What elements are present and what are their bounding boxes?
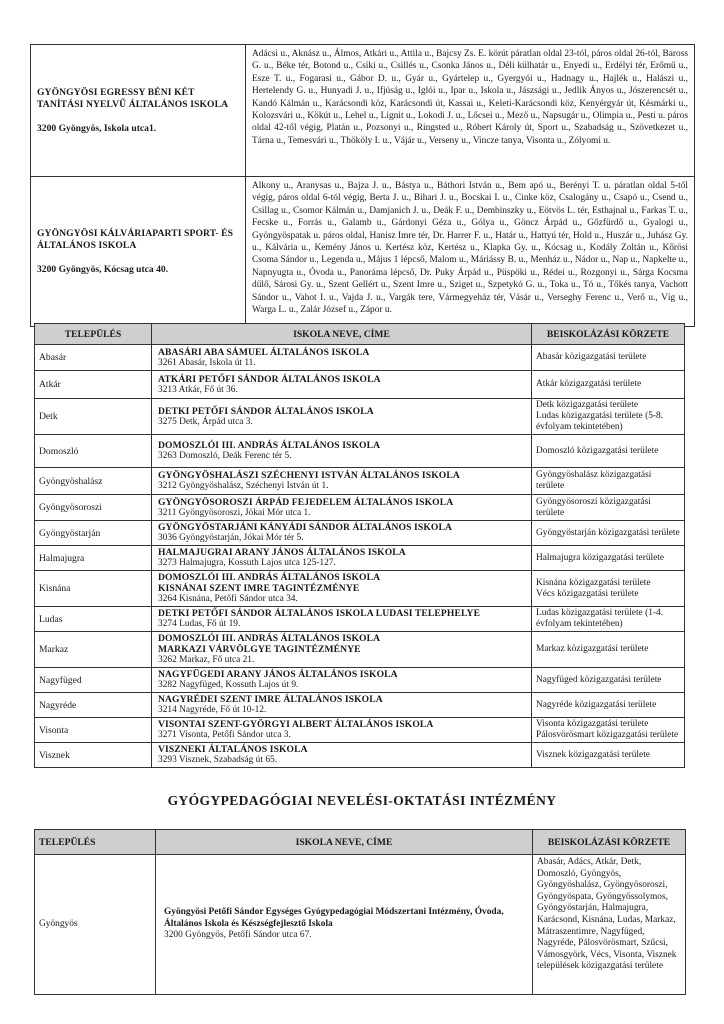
zone-line: Abasár közigazgatási területe <box>536 352 647 362</box>
settlement-cell: Ludas <box>35 607 152 632</box>
school-cell <box>152 693 532 718</box>
zone-cell <box>532 718 685 743</box>
zone-cell <box>532 571 685 607</box>
zone-cell <box>532 521 685 546</box>
school-address: 3212 Gyöngyöshalász, Széchenyi István út 1. <box>158 481 329 491</box>
school-cell <box>152 607 532 632</box>
zone-cell <box>532 668 685 693</box>
settlement-school-table <box>34 323 685 768</box>
table-row <box>35 718 685 743</box>
zone-line: Nagyfüged közigazgatási területe <box>536 674 662 685</box>
header-school: ISKOLA NEVE, CÍME <box>152 324 532 345</box>
header-zone: BEISKOLÁZÁSI KÖRZETE <box>533 830 686 855</box>
zone-line: Visznek közigazgatási területe <box>536 749 650 760</box>
school-name: NAGYRÉDEI SZENT IMRE ÁLTALÁNOS ISKOLA <box>158 694 383 705</box>
zone-line: Ludas közigazgatási területe (1-4. évfolyam tekintetében) <box>536 608 664 629</box>
school-name: ATKÁRI PETŐFI SÁNDOR ÁLTALÁNOS ISKOLA <box>158 373 381 385</box>
school-address: 3214 Nagyréde, Fő út 10-12. <box>158 705 267 715</box>
table-row <box>31 177 695 327</box>
school-address: 3275 Detk, Árpád utca 3. <box>158 416 253 427</box>
settlement-cell: Atkár <box>35 371 152 399</box>
settlement-cell: Abasár <box>35 345 152 371</box>
school-address: 3271 Visonta, Petőfi Sándor utca 3. <box>158 730 291 740</box>
zone-line: Domoszló közigazgatási területe <box>536 445 659 456</box>
school-address: 3211 Gyöngyösoroszi, Jókai Mór utca 1. <box>158 507 311 518</box>
table-row <box>35 468 685 495</box>
school-cell <box>152 435 532 468</box>
school-cell <box>152 371 532 399</box>
special-education-table <box>34 829 686 995</box>
school-name: GYÖNGYÖSTARJÁNI KÁNYÁDI SÁNDOR ÁLTALÁNOS ISKOLA <box>158 522 452 533</box>
zone-cell: Abasár, Adács, Atkár, Detk, Domoszló, Gyöngyös, Gyöngyöshalász, Gyöngyösoroszi, Gyöngyöspata, Gyöngyössolymos, Gyöngyöstarján, Halmajugra, Karácsond, Kisnána, Ludas, Markaz, Mátraszentimre, Nagyfüged, Nagyréde, Pálosvörösmart, Szűcsi, Vámosgyörk, Vécs, Visonta, Visznek települések közigazgatási területe <box>533 855 686 995</box>
table-row <box>35 607 685 632</box>
school-cell <box>152 718 532 743</box>
table-row <box>35 495 685 521</box>
school-cell <box>31 45 246 177</box>
zone-line: Vécs közigazgatási területe <box>536 588 639 599</box>
settlement-cell: Halmajugra <box>35 546 152 571</box>
streets-cell: Alkony u., Aranysas u., Bajza J. u., Bástya u., Báthori István u., Bem apó u., Berényi T. u. páratlan oldal 5-től végig, páros oldal 6-tól végig, Berta J. u., Bihari J. u., Bocskai I. u., Cinke köz, Csalogány u., Csapó u., Csend u., Csillag u., Csomor Kálmán u., Damjanich J. u., Deák F. u., Dembinszky u., Eötvös L. tér, Esthajnal u., Farkas T. u., Fecske u., Forrás u., Galamb u., Gárdonyi Géza u., Gólya u., Göncz Árpád u., Gőzfürdő u., Gyalogi u., Gyöngyöspatak u. páros oldal, Hanisz Imre tér, Dr. Harrer F. u., Határ u., Hattyú tér, Hold u., Huszár u., Juhász Gy. u., Kálvária u., Kemény János u. Kertész köz, Kertész u., Klapka Gy. u., Kócsag u., Kodály Zoltán u., Kőrösi Csoma Sándor u., Legenda u., Május 1 lépcső, Malom u., Máriássy B. u., Menház u., Nádor u., Nap u., Napkelte u., Napnyugta u., Óvoda u., Panoráma lépcső, Dr. Puky Árpád u., Püspöki u., Rédei u., Rozgonyi u., Sárga Kocsma dűlő, Sárosi Gy. u., Szent Gellért u., Szent Imre u., Sziget u., Szpetykó G. u., Toka u., Tó u., Tőkés tanya, Vachott Sándor u., Vahot I. u., Vajda J. u., Vargák tere, Vármegyeház tér, Vásár u., Verseghy Ferenc u., Verő u., Víg u., Warga L. u., Zalár József u., Zápor u. <box>246 177 695 327</box>
school-name: Gyöngyösi Petőfi Sándor Egységes Gyógypedagógiai Módszertani Intézmény, Óvoda, Általános Iskola és Készségfejlesztő Iskola <box>164 907 504 929</box>
table-row <box>35 632 685 668</box>
table-row <box>35 668 685 693</box>
school-name: GYÖNGYÖSHALÁSZI SZÉCHENYI ISTVÁN ÁLTALÁNOS ISKOLA <box>158 470 460 481</box>
zone-cell <box>532 435 685 468</box>
settlement-cell: Detk <box>35 399 152 435</box>
settlement-cell: Gyöngyöstarján <box>35 521 152 546</box>
settlement-cell: Domoszló <box>35 435 152 468</box>
zone-cell <box>532 607 685 632</box>
zone-line: Kisnána közigazgatási területe <box>536 577 651 588</box>
school-address: 3263 Domoszló, Deák Ferenc tér 5. <box>158 451 292 461</box>
table-row <box>35 693 685 718</box>
header-zone: BEISKOLÁZÁSI KÖRZETE <box>532 324 685 345</box>
table-row <box>35 521 685 546</box>
school-name: HALMAJUGRAI ARANY JÁNOS ÁLTALÁNOS ISKOLA <box>158 547 406 558</box>
settlement-cell: Visonta <box>35 718 152 743</box>
school-address: 3264 Kisnána, Petőfi Sándor utca 34. <box>158 594 298 604</box>
top-school-table-body <box>31 45 695 327</box>
table-row <box>35 855 686 995</box>
settlement-cell: Visznek <box>35 743 152 768</box>
section-heading: GYÓGYPEDAGÓGIAI NEVELÉSI-OKTATÁSI INTÉZMÉNY <box>167 793 557 808</box>
school-cell <box>152 743 532 768</box>
school-address: 3261 Abasár, Iskola út 11. <box>158 357 256 368</box>
zone-cell <box>532 371 685 399</box>
school-cell <box>31 177 246 327</box>
school-name: DOMOSZLÓI III. ANDRÁS ÁLTALÁNOS ISKOLA <box>158 572 381 583</box>
school-cell <box>152 468 532 495</box>
school-cell <box>152 495 532 521</box>
school-address: 3213 Atkár, Fő út 36. <box>158 384 238 395</box>
school-name: DETKI PETŐFI SÁNDOR ÁLTALÁNOS ISKOLA LUDASI TELEPHELYE <box>158 608 481 619</box>
special-table-header <box>35 830 686 855</box>
school-address: 3274 Ludas, Fő út 19. <box>158 619 241 629</box>
settlement-cell: Markaz <box>35 632 152 668</box>
zone-line: Gyöngyösoroszi közigazgatási területe <box>536 496 651 518</box>
streets-cell: Adácsi u., Aknász u., Álmos, Atkári u., Attila u., Bajcsy Zs. E. körút páratlan oldal 23-tól, páros oldal 26-tól, Baross G. u., Béke tér, Botond u., Csíki u., Csillés u., Csonka János u., Déli külhatár u., Enyedi u., Erdélyi tér, Erőmű u., Esze T. u., Fogarasi u., Gábor D. u., Gyár u., Gyártelep u., Gyergyói u., Hadnagy u., Hajlék u., Halászi u., Hertelendy G. u., Hunyadi J. u., Ifjúság u., Iglói u., Ipar u., Iskola u., Jászsági u., Jedlik Ányos u., Jószerencsét u., Kandó Kálmán u., Karácsondi köz, Karácsondi út, Kassai u., Keleti-Karácsondi köz, Kenyérgyár út, Késmárki u., Kolozsvári u., Kökút u., Lehel u., Lignit u., Lokodi J. u., Lőcsei u., Mező u., Napsugár u., Olimpia u., Pesti u. páros oldal 42-től végig, Platán u., Pozsonyi u., Ringsted u., Róbert Károly út, Sport u., Szabadság u., Szövetkezet u., Tárna u., Temesvári u., Thököly I. u., Vájár u., Verseny u., Vincze tanya, Visonta u., Zólyomi u. <box>246 45 695 177</box>
zone-cell <box>532 693 685 718</box>
school-name: DOMOSZLÓI III. ANDRÁS ÁLTALÁNOS ISKOLA <box>158 440 381 451</box>
top-school-table <box>30 44 695 327</box>
school-cell <box>152 546 532 571</box>
school-name: DOMOSZLÓI III. ANDRÁS ÁLTALÁNOS ISKOLA <box>158 633 381 644</box>
table-row <box>35 435 685 468</box>
header-row <box>35 830 686 855</box>
school-name: DETKI PETŐFI SÁNDOR ÁLTALÁNOS ISKOLA <box>158 405 374 417</box>
zone-line: Gyöngyöstarján közigazgatási területe <box>536 527 680 538</box>
header-school: ISKOLA NEVE, CÍME <box>156 830 533 855</box>
zone-line: Atkár közigazgatási területe <box>536 379 642 389</box>
settlement-cell: Nagyfüged <box>35 668 152 693</box>
zone-cell <box>532 632 685 668</box>
school-name: GYÖNGYÖSI KÁLVÁRIAPARTI SPORT- ÉS ÁLTALÁNOS ISKOLA <box>37 227 234 251</box>
school-address: 3262 Markaz, Fő utca 21. <box>158 655 255 665</box>
zone-line: Markaz közigazgatási területe <box>536 644 649 654</box>
zone-line: Nagyréde közigazgatási területe <box>536 699 657 710</box>
school-address: 3293 Visznek, Szabadság út 65. <box>158 755 278 765</box>
school-cell <box>152 668 532 693</box>
school-address: 3282 Nagyfüged, Kossuth Lajos út 9. <box>158 680 299 690</box>
zone-line: Detk közigazgatási területe <box>536 400 639 410</box>
school-name: NAGYFÜGEDI ARANY JÁNOS ÁLTALÁNOS ISKOLA <box>158 669 398 680</box>
settlement-table-body <box>35 345 685 768</box>
table-row <box>35 399 685 435</box>
school-cell <box>152 521 532 546</box>
zone-line: Ludas közigazgatási területe (5-8. évfolyam tekintetében) <box>536 411 664 432</box>
table-row <box>35 571 685 607</box>
school-name: KISNÁNAI SZENT IMRE TAGINTÉZMÉNYE <box>158 583 360 594</box>
settlement-cell: Gyöngyöshalász <box>35 468 152 495</box>
school-name: GYÖNGYÖSOROSZI ÁRPÁD FEJEDELEM ÁLTALÁNOS ISKOLA <box>158 496 454 508</box>
zone-cell <box>532 345 685 371</box>
school-address: 3200 Gyöngyös, Petőfi Sándor utca 67. <box>164 930 312 941</box>
header-row <box>35 324 685 345</box>
school-cell <box>152 632 532 668</box>
table-row <box>35 345 685 371</box>
school-address: 3273 Halmajugra, Kossuth Lajos utca 125-127. <box>158 558 336 568</box>
zone-cell <box>532 743 685 768</box>
school-cell <box>152 571 532 607</box>
school-cell <box>156 855 533 995</box>
settlement-cell: Gyöngyös <box>35 855 156 995</box>
settlement-cell: Gyöngyösoroszi <box>35 495 152 521</box>
school-name: MARKAZI VÁRVÖLGYE TAGINTÉZMÉNYE <box>158 644 361 655</box>
table-row <box>31 45 695 177</box>
school-cell <box>152 345 532 371</box>
school-name: VISZNEKI ÁLTALÁNOS ISKOLA <box>158 744 308 755</box>
school-name: ABASÁRI ABA SÁMUEL ÁLTALÁNOS ISKOLA <box>158 346 370 358</box>
zone-cell <box>532 495 685 521</box>
zone-line: Halmajugra közigazgatási területe <box>536 552 665 563</box>
table-row <box>35 546 685 571</box>
school-name: GYÖNGYÖSI EGRESSY BÉNI KÉT TANÍTÁSI NYELVŰ ÁLTALÁNOS ISKOLA <box>37 86 229 110</box>
settlement-table-header <box>35 324 685 345</box>
school-name: VISONTAI SZENT-GYÖRGYI ALBERT ÁLTALÁNOS ISKOLA <box>158 719 434 730</box>
school-address: 3200 Gyöngyös, Iskola utca1. <box>37 122 157 134</box>
table-row <box>35 371 685 399</box>
school-address: 3036 Gyöngyöstarján, Jókai Mór tér 5. <box>158 533 304 543</box>
school-cell <box>152 399 532 435</box>
special-table-body <box>35 855 686 995</box>
table-row <box>35 743 685 768</box>
zone-line: Pálosvörösmart közigazgatási területe <box>536 730 679 740</box>
settlement-cell: Nagyréde <box>35 693 152 718</box>
header-settlement: TELEPÜLÉS <box>35 324 152 345</box>
header-settlement: TELEPÜLÉS <box>35 830 156 855</box>
zone-cell <box>532 468 685 495</box>
zone-line: Visonta közigazgatási területe <box>536 719 649 729</box>
zone-cell <box>532 546 685 571</box>
settlement-cell: Kisnána <box>35 571 152 607</box>
zone-line: Gyöngyöshalász közigazgatási területe <box>536 470 652 491</box>
zone-cell <box>532 399 685 435</box>
school-address: 3200 Gyöngyös, Kócsag utca 40. <box>37 263 169 275</box>
